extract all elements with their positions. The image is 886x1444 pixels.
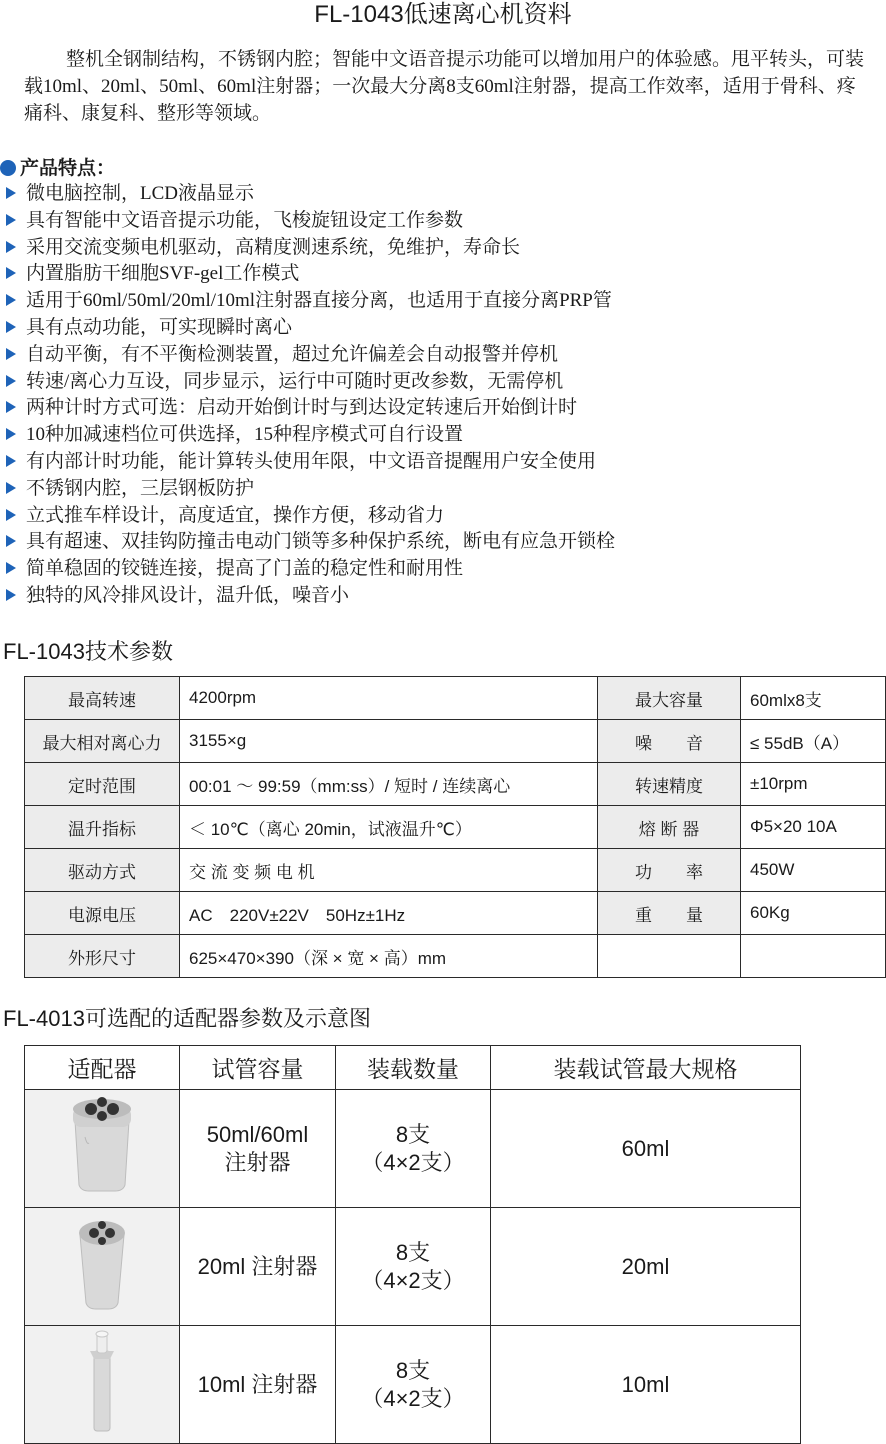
adapter-quantity: 8支 （4×2支）: [336, 1090, 491, 1208]
triangle-bullet-icon: [6, 535, 16, 547]
feature-item: 微电脑控制，LCD液晶显示: [0, 181, 615, 208]
table-header-row: [25, 1046, 801, 1090]
adapter-60ml-icon: [67, 1097, 137, 1193]
adapter-image-cell: [25, 1090, 180, 1208]
feature-item: 内置脂肪干细胞SVF-gel工作模式: [0, 261, 615, 288]
adapter-table: [24, 1045, 801, 1444]
spec-label: 最大容量: [598, 677, 741, 720]
table-row: [25, 935, 886, 978]
adapter-quantity: 8支 （4×2支）: [336, 1208, 491, 1326]
feature-item: 具有智能中文语音提示功能，飞梭旋钮设定工作参数: [0, 208, 615, 235]
feature-item: 具有超速、双挂钩防撞击电动门锁等多种保护系统，断电有应急开锁栓: [0, 529, 615, 556]
triangle-bullet-icon: [6, 589, 16, 601]
adapter-max-size: 60ml: [491, 1090, 801, 1208]
feature-item: 10种加减速档位可供选择，15种程序模式可自行设置: [0, 422, 615, 449]
table-row: [25, 677, 886, 720]
spec-label: 功 率: [598, 849, 741, 892]
table-row: [25, 849, 886, 892]
spec-label: 定时范围: [25, 763, 180, 806]
spec-value: 3155×g: [180, 720, 598, 763]
spec-value: AC 220V±22V 50Hz±1Hz: [180, 892, 598, 935]
adapter-20ml-icon: [74, 1215, 130, 1311]
feature-item: 独特的风冷排风设计，温升低，噪音小: [0, 583, 615, 610]
intro-paragraph: 整机全钢制结构，不锈钢内腔；智能中文语音提示功能可以增加用户的体验感。甩平转头，可装载10ml、20ml、50ml、60ml注射器；一次最大分离8支60ml注射器，提高工作效率，适用于骨科、疼痛科、康复科、整形等领域。: [24, 49, 865, 124]
feature-item: 采用交流变频电机驱动，高精度测速系统，免维护，寿命长: [0, 235, 615, 262]
table-row: [25, 720, 886, 763]
spec-label: 电源电压: [25, 892, 180, 935]
triangle-bullet-icon: [6, 509, 16, 521]
feature-item: 适用于60ml/50ml/20ml/10ml注射器直接分离，也适用于直接分离PRP管: [0, 288, 615, 315]
adapter-max-size: 10ml: [491, 1326, 801, 1444]
spec-value: 4200rpm: [180, 677, 598, 720]
triangle-bullet-icon: [6, 321, 16, 333]
triangle-bullet-icon: [6, 401, 16, 413]
triangle-bullet-icon: [6, 241, 16, 253]
table-row: [25, 892, 886, 935]
spec-value: 60Kg: [741, 892, 886, 935]
feature-item: 有内部计时功能，能计算转头使用年限，中文语音提醒用户安全使用: [0, 449, 615, 476]
triangle-bullet-icon: [6, 562, 16, 574]
feature-item: 自动平衡，有不平衡检测装置，超过允许偏差会自动报警并停机: [0, 342, 615, 369]
spec-section-title: FL-1043技术参数: [3, 639, 173, 664]
features-heading: [0, 156, 115, 182]
features-list: [0, 181, 615, 610]
column-header: 装载数量: [336, 1046, 491, 1090]
adapter-capacity: 50ml/60ml 注射器: [180, 1090, 336, 1208]
adapter-image-cell: [25, 1326, 180, 1444]
table-row: [25, 1208, 801, 1326]
spec-label: 驱动方式: [25, 849, 180, 892]
adapter-max-size: 20ml: [491, 1208, 801, 1326]
spec-value: ＜ 10℃（离心 20min，试液温升℃）: [180, 806, 598, 849]
adapter-image-cell: [25, 1208, 180, 1326]
triangle-bullet-icon: [6, 375, 16, 387]
spec-label: 最大相对离心力: [25, 720, 180, 763]
circle-bullet-icon: [0, 160, 16, 176]
spec-value: 625×470×390（深 × 宽 × 高）mm: [180, 935, 598, 978]
spec-empty-cell: [598, 935, 741, 978]
table-row: [25, 1090, 801, 1208]
feature-item: 立式推车样设计，高度适宜，操作方便，移动省力: [0, 503, 615, 530]
triangle-bullet-icon: [6, 214, 16, 226]
triangle-bullet-icon: [6, 187, 16, 199]
table-row: [25, 1326, 801, 1444]
column-header: 适配器: [25, 1046, 180, 1090]
spec-label: 熔 断 器: [598, 806, 741, 849]
column-header: 装载试管最大规格: [491, 1046, 801, 1090]
spec-label: 温升指标: [25, 806, 180, 849]
triangle-bullet-icon: [6, 348, 16, 360]
adapter-capacity: 10ml 注射器: [180, 1326, 336, 1444]
table-row: [25, 806, 886, 849]
spec-value: 450W: [741, 849, 886, 892]
adapter-section-title: FL-4013可选配的适配器参数及示意图: [3, 1006, 371, 1031]
table-row: [25, 763, 886, 806]
triangle-bullet-icon: [6, 482, 16, 494]
triangle-bullet-icon: [6, 294, 16, 306]
spec-label: 噪 音: [598, 720, 741, 763]
spec-value: ≤ 55dB（A）: [741, 720, 886, 763]
feature-item: 具有点动功能，可实现瞬时离心: [0, 315, 615, 342]
column-header: 试管容量: [180, 1046, 336, 1090]
spec-value: 60mlx8支: [741, 677, 886, 720]
spec-label: 外形尺寸: [25, 935, 180, 978]
spec-value: 00:01 ～ 99:59（mm:ss）/ 短时 / 连续离心: [180, 763, 598, 806]
feature-item: 转速/离心力互设，同步显示，运行中可随时更改参数，无需停机: [0, 369, 615, 396]
spec-label: 重 量: [598, 892, 741, 935]
feature-item: 两种计时方式可选：启动开始倒计时与到达设定转速后开始倒计时: [0, 395, 615, 422]
page-title: FL-1043低速离心机资料: [314, 1, 572, 28]
triangle-bullet-icon: [6, 428, 16, 440]
adapter-10ml-icon: [84, 1329, 120, 1433]
feature-item: 简单稳固的铰链连接，提高了门盖的稳定性和耐用性: [0, 556, 615, 583]
spec-value: Φ5×20 10A: [741, 806, 886, 849]
spec-empty-cell: [741, 935, 886, 978]
spec-label: 最高转速: [25, 677, 180, 720]
spec-value: 交 流 变 频 电 机: [180, 849, 598, 892]
triangle-bullet-icon: [6, 267, 16, 279]
spec-label: 转速精度: [598, 763, 741, 806]
features-heading-label: 产品特点：: [20, 158, 116, 179]
feature-item: 不锈钢内腔，三层钢板防护: [0, 476, 615, 503]
adapter-quantity: 8支 （4×2支）: [336, 1326, 491, 1444]
adapter-capacity: 20ml 注射器: [180, 1208, 336, 1326]
triangle-bullet-icon: [6, 455, 16, 467]
spec-table: [24, 676, 886, 978]
spec-value: ±10rpm: [741, 763, 886, 806]
